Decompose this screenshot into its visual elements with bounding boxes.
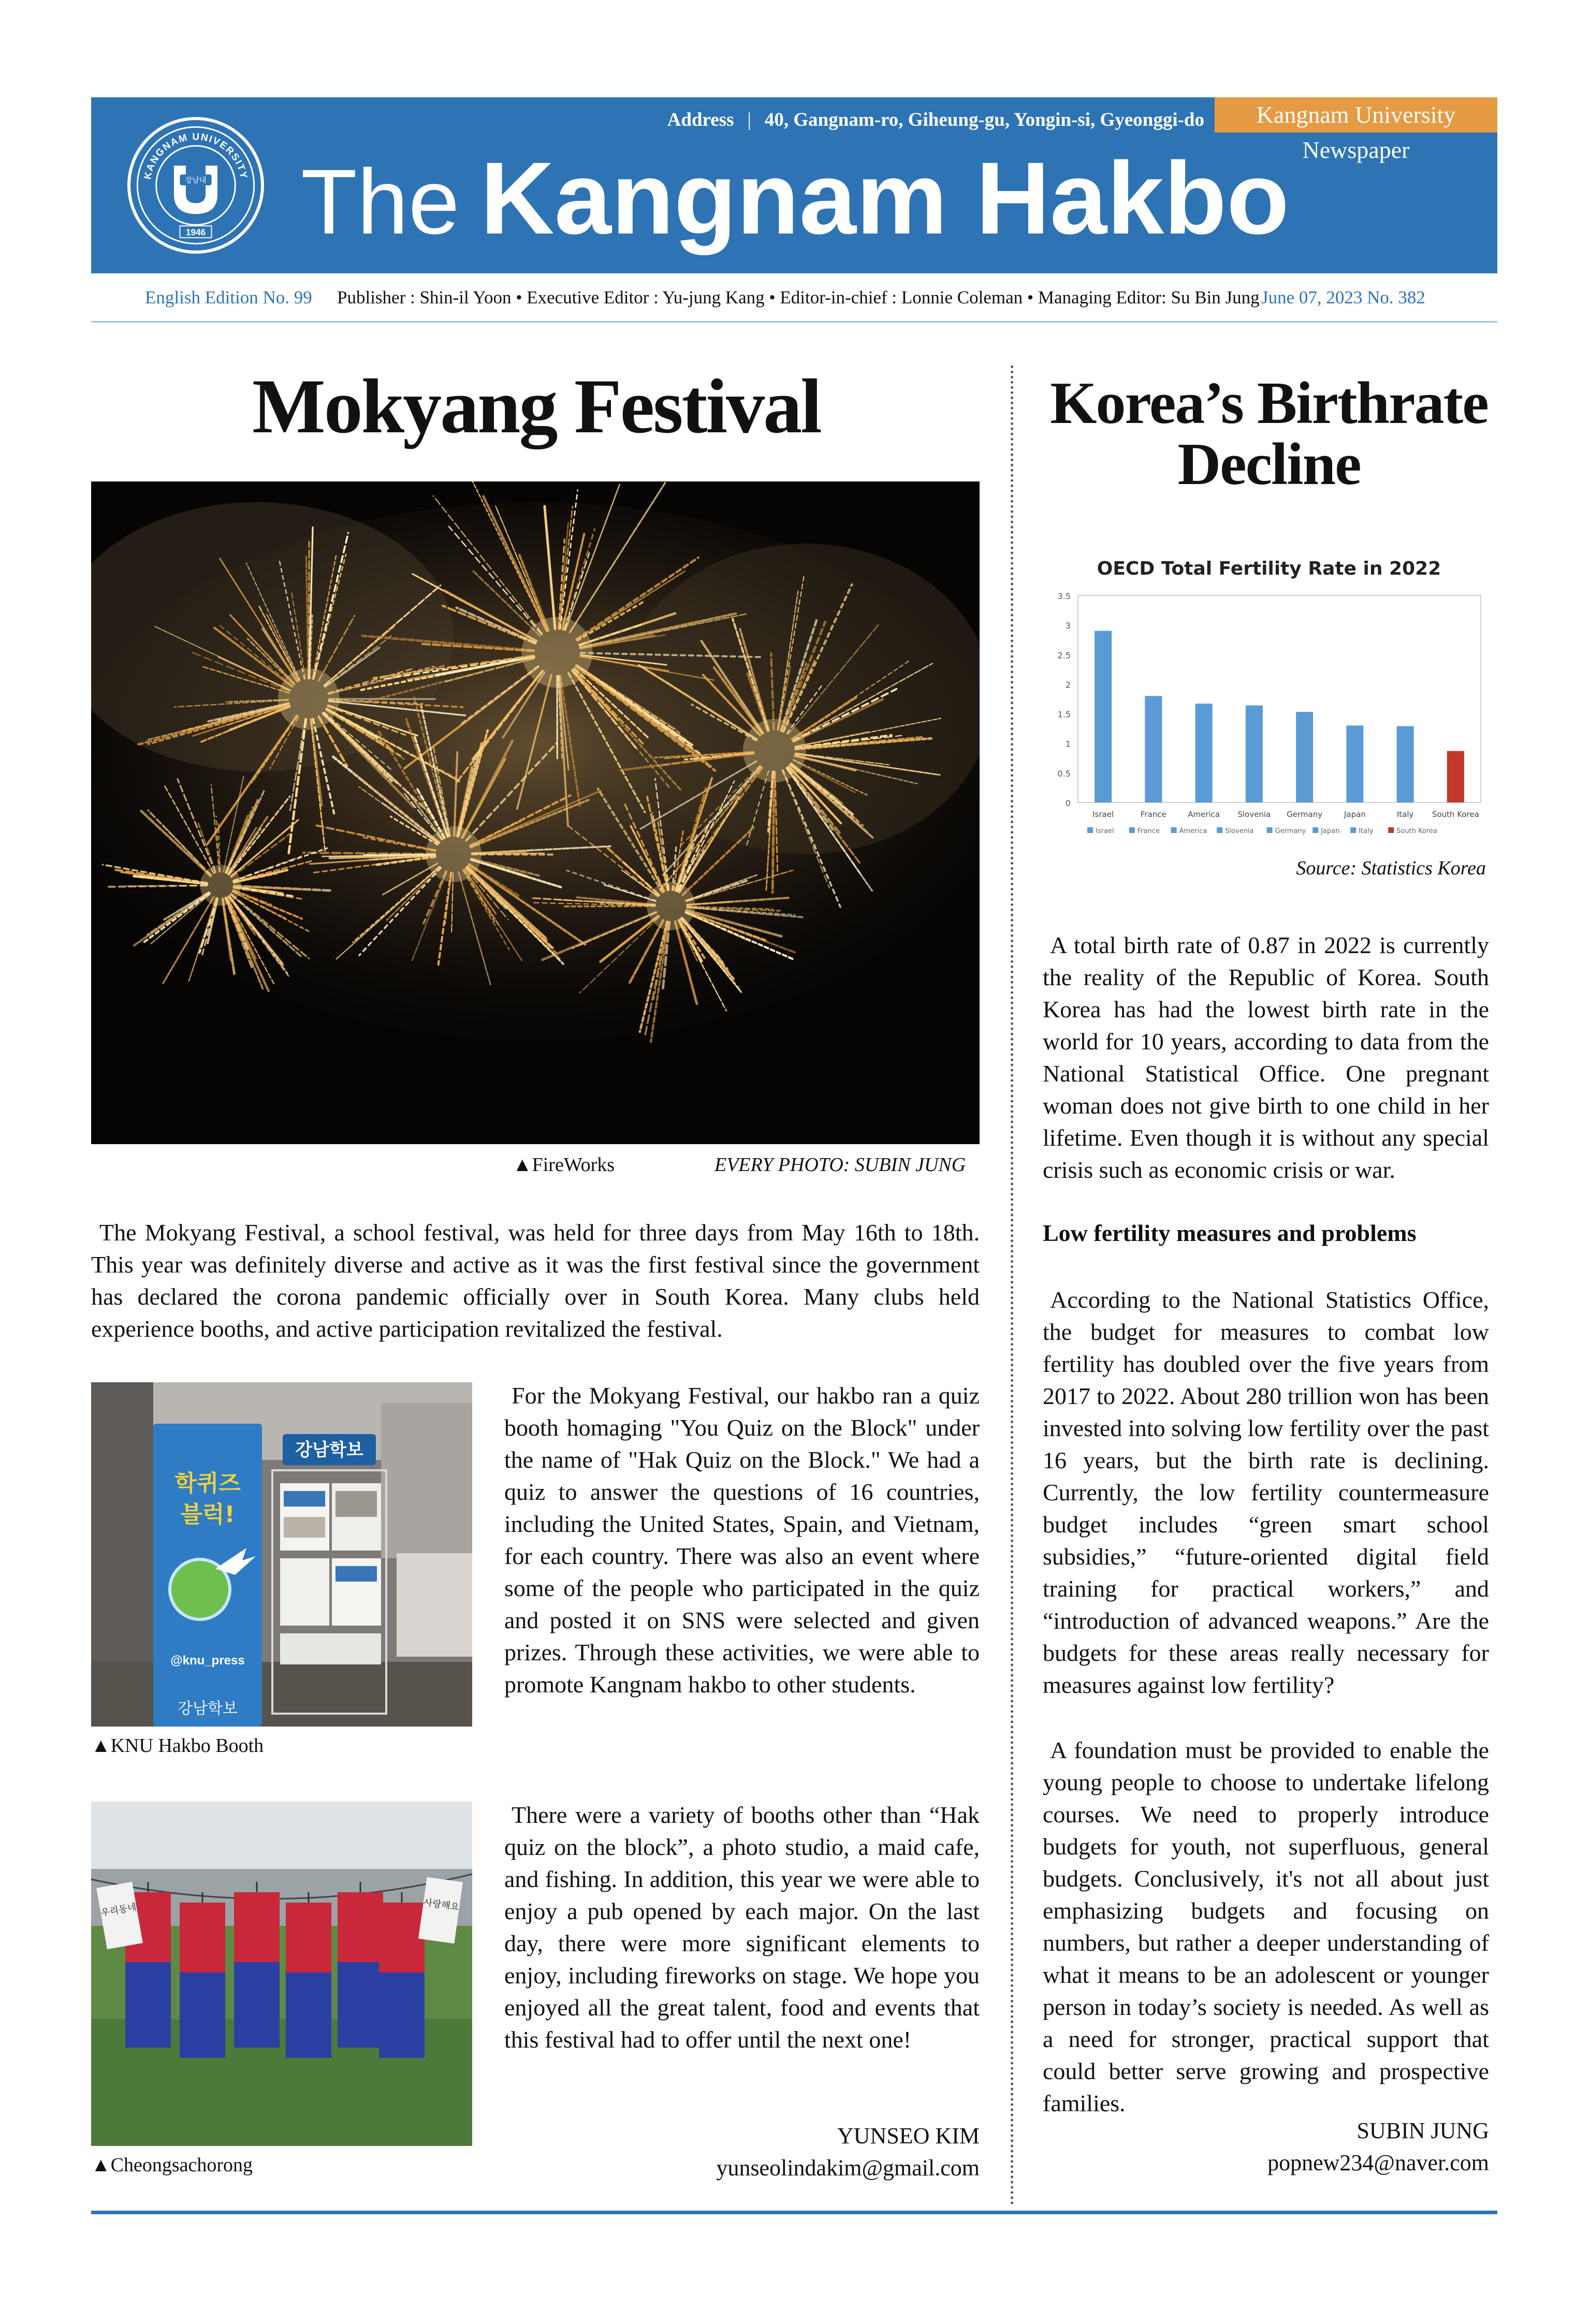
- chart-bar: [1447, 751, 1464, 802]
- chart-bar: [1296, 712, 1313, 802]
- booth-banner-footer: 강남학보: [178, 1700, 238, 1718]
- chart-bar: [1397, 726, 1414, 802]
- mokyang-booths-paragraph: There were a variety of booths other than “Hak quiz on the block”, a photo studio, a maid cafe, and fishing. In addition, this year we were able to enjoy a pub opened by each major. On the last day, there were more significant elements to enjoy, including fireworks on stage. We hope you enjoyed all the great talent, food and events that this festival had to offer until the next one!: [504, 1802, 980, 2053]
- birthrate-paragraph-3: A foundation must be provided to enable the young people to choose to undertake lifelong courses. We need to properly introduce budgets for youth, not superfluous, general budgets. Conclusively, it's not all about just emphasizing budgets and focusing on numbers, but rather a deeper understanding of what it means to be an adolescent or younger person in today’s society is needed. As well as a need for stronger, practical support that could better serve growing and prospective families.: [1043, 1737, 1489, 2116]
- address-text: 40, Gangnam-ro, Giheung-gu, Yongin-si, Gyeonggi-do: [764, 109, 1204, 130]
- hakbo-booth-photo: [91, 1382, 472, 1727]
- chart-legend-swatch: [1388, 827, 1394, 833]
- chart-legend-entry: Germany: [1275, 827, 1306, 835]
- logo-inner-text: 강남대: [185, 177, 207, 185]
- chart-legend-swatch: [1350, 827, 1356, 833]
- chart-legend-entry: Japan: [1321, 827, 1340, 835]
- logo-ring-text: KANGNAM UNIVERSITY: [142, 131, 250, 181]
- birthrate-paragraph-1: A total birth rate of 0.87 in 2022 is currently the reality of the Republic of Korea. South Korea has had the lowest birth rate in the world for 10 years, according to data from the National Statistical Office. One pregnant woman does not give birth to one child in her lifetime. Even though it is without any special crisis such as economic crisis or war.: [1043, 932, 1489, 1183]
- info-bar: [91, 282, 1497, 313]
- booth-sign-text: 강남학보: [295, 1440, 363, 1460]
- chart-bar: [1145, 696, 1162, 802]
- mokyang-headline: Mokyang Festival: [252, 363, 821, 449]
- issue-date: June 07, 2023 No. 382: [1261, 287, 1425, 308]
- address-label: Address: [667, 109, 734, 130]
- byline-right-name: SUBIN JUNG: [1356, 2118, 1489, 2143]
- chart-legend-swatch: [1217, 827, 1222, 833]
- chart-category-label: South Korea: [1432, 810, 1479, 819]
- lantern-tag-text-1: 우리동네: [100, 1902, 138, 1919]
- lantern-tag-text-2: 사랑해요: [422, 1897, 460, 1913]
- chart-bar: [1095, 631, 1112, 802]
- column-divider: [1011, 366, 1013, 2206]
- chart-bar: [1195, 704, 1213, 802]
- chart-category-label: Japan: [1344, 810, 1366, 819]
- birthrate-headline: Korea’s Birthrate Decline: [1050, 370, 1488, 498]
- chart-category-label: America: [1188, 810, 1220, 819]
- chart-legend-entry: South Korea: [1396, 827, 1437, 835]
- chart-category-label: Italy: [1396, 810, 1414, 819]
- chart-legend-entry: Italy: [1359, 827, 1374, 835]
- birthrate-subhead: Low fertility measures and problems: [1043, 1220, 1417, 1246]
- masthead-title: [301, 134, 1481, 263]
- chart-ytick-label: 0: [1065, 798, 1071, 808]
- chart-ytick-label: 3: [1065, 621, 1071, 631]
- masthead-title-prefix: The: [301, 150, 460, 253]
- cheongsachorong-caption: ▲Cheongsachorong: [91, 2154, 253, 2176]
- byline-left-email[interactable]: yunseolindakim@gmail.com: [716, 2155, 980, 2181]
- newspaper-tag: Kangnam University Newspaper: [1215, 97, 1497, 133]
- info-divider: [91, 321, 1497, 323]
- address-line: [557, 104, 1204, 137]
- booth-photo-caption: ▲KNU Hakbo Booth: [91, 1735, 264, 1757]
- chart-source: Source: Statistics Korea: [1296, 857, 1486, 879]
- byline-left-name: YUNSEO KIM: [837, 2123, 980, 2148]
- mokyang-intro-paragraph: The Mokyang Festival, a school festival, was held for three days from May 16th to 18th. This year was definitely diverse and active as it was the first festival since the government has declared the corona pandemic officially over in South Korea. Many clubs held experience booths, and active participation revitalized the festival.: [91, 1219, 980, 1342]
- chart-legend-entry: America: [1179, 827, 1207, 835]
- chart-ytick-label: 2: [1065, 680, 1071, 690]
- chart-bar: [1346, 725, 1363, 802]
- byline-right: [1139, 2115, 1489, 2179]
- fireworks-caption: ▲FireWorks: [513, 1154, 615, 1176]
- birthrate-paragraph-2: According to the National Statistics Office, the budget for measures to combat low fertility has doubled over the five years from 2017 to 2022. About 280 trillion won has been invested into solving low fertility over the past 16 years, but the birth rate is declining. Currently, the low fertility countermeasure budget includes “green smart school subsidies,” “future-oriented digital field training for practical workers,” and “introduction of advanced weapons.” Are the budgets for these areas really necessary for measures against low fertility?: [1043, 1287, 1489, 1698]
- chart-plot-frame: [1078, 595, 1481, 802]
- university-logo-icon: [127, 117, 264, 254]
- chart-bar: [1246, 706, 1263, 802]
- address-separator: |: [747, 109, 751, 130]
- chart-legend-entry: Slovenia: [1225, 827, 1254, 835]
- masthead-banner: [91, 97, 1497, 273]
- staff-credits: Publisher : Shin-il Yoon • Executive Editor : Yu-jung Kang • Editor-in-chief : Lonnie Coleman • Managing Editor: Su Bin Jung: [337, 287, 1260, 308]
- chart-legend-swatch: [1129, 827, 1135, 833]
- byline-left: [621, 2120, 980, 2184]
- fireworks-photo: [91, 481, 980, 1144]
- chart-ytick-label: 1: [1065, 739, 1071, 749]
- chart-legend-swatch: [1267, 827, 1273, 833]
- photo-credit: EVERY PHOTO: SUBIN JUNG: [714, 1154, 966, 1176]
- chart-ytick-label: 1.5: [1057, 709, 1071, 720]
- logo-year: 1946: [185, 227, 206, 238]
- chart-category-label: Israel: [1092, 810, 1114, 819]
- chart-legend-swatch: [1171, 827, 1177, 833]
- cheongsachorong-photo: [91, 1802, 472, 2146]
- chart-legend-swatch: [1312, 827, 1318, 833]
- chart-category-label: Germany: [1287, 810, 1323, 819]
- chart-ytick-label: 3.5: [1057, 591, 1071, 601]
- masthead-title-name: Kangnam Hakbo: [480, 141, 1289, 255]
- edition-number: English Edition No. 99: [145, 287, 312, 308]
- booth-banner-text-2: 블럭!: [180, 1501, 235, 1528]
- byline-right-email[interactable]: popnew234@naver.com: [1267, 2150, 1489, 2175]
- chart-category-label: Slovenia: [1237, 810, 1271, 819]
- booth-banner-handle: @knu_press: [170, 1654, 245, 1668]
- fertility-chart: [1041, 549, 1497, 849]
- bottom-divider: [91, 2211, 1497, 2214]
- chart-category-label: France: [1140, 810, 1166, 819]
- chart-ytick-label: 2.5: [1057, 650, 1071, 661]
- booth-banner-text-1: 학퀴즈: [174, 1470, 241, 1497]
- chart-ytick-label: 0.5: [1057, 768, 1071, 779]
- chart-legend-swatch: [1087, 827, 1093, 833]
- chart-legend-entry: France: [1137, 827, 1160, 835]
- chart-title: OECD Total Fertility Rate in 2022: [1097, 558, 1441, 579]
- mokyang-quiz-paragraph: For the Mokyang Festival, our hakbo ran a quiz booth homaging "You Quiz on the Block" under the name of "Hak Quiz on the Block." We had a quiz to answer the questions of 16 countries, including the United States, Spain, and Vietnam, for each country. There was also an event where some of the people who participated in the quiz and posted it on SNS were selected and given prizes. Through these activities, we were able to promote Kangnam hakbo to other students.: [504, 1382, 980, 1698]
- chart-legend-entry: Israel: [1096, 827, 1114, 835]
